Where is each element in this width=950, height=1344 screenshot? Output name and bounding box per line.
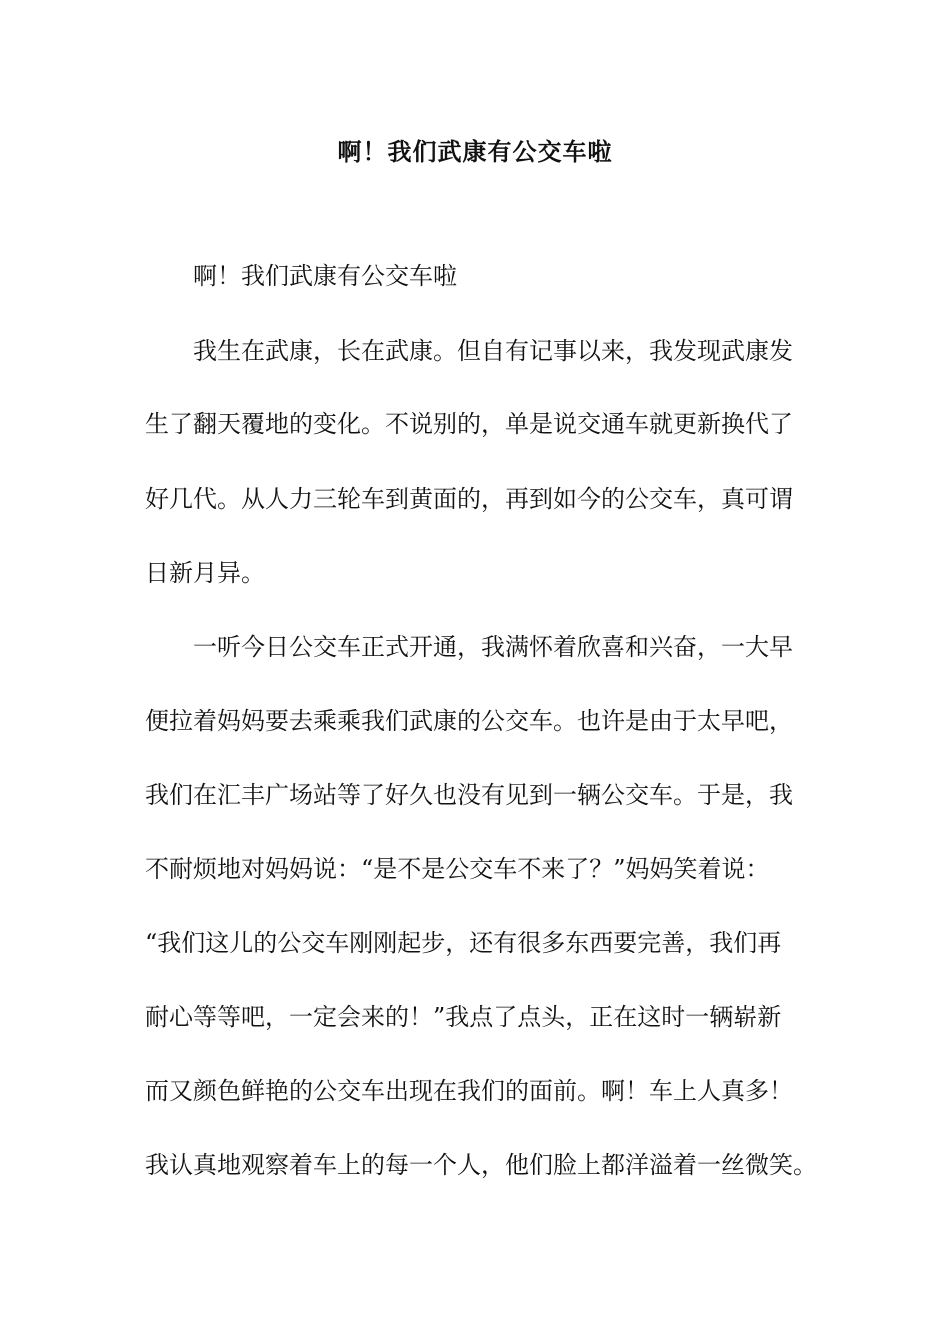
document-title: 啊！我们武康有公交车啦: [337, 137, 613, 166]
paragraph-line: 耐心等等吧，一定会来的！”我点了点头，正在这时一辆崭新: [145, 1003, 782, 1031]
paragraph-line: 生了翻天覆地的变化。不说别的，单是说交通车就更新换代了: [145, 410, 793, 438]
paragraph-line: 我认真地观察着车上的每一个人，他们脸上都洋溢着一丝微笑。: [145, 1151, 817, 1179]
paragraph-line: 好几代。从人力三轮车到黄面的，再到如今的公交车，真可谓: [145, 485, 793, 513]
paragraph-line: 便拉着妈妈要去乘乘我们武康的公交车。也许是由于太早吧，: [145, 707, 793, 735]
paragraph-line: 我们在汇丰广场站等了好久也没有见到一辆公交车。于是，我: [145, 781, 793, 809]
paragraph-line: 日新月异。: [145, 559, 265, 587]
paragraph-line: 我生在武康，长在武康。但自有记事以来，我发现武康发: [193, 337, 793, 365]
paragraph-line: 不耐烦地对妈妈说：“是不是公交车不来了？”妈妈笑着说：: [145, 855, 770, 883]
paragraph-line: “我们这儿的公交车刚刚起步，还有很多东西要完善，我们再: [145, 929, 782, 957]
paragraph-line: 啊！我们武康有公交车啦: [193, 262, 457, 290]
paragraph-line: 一听今日公交车正式开通，我满怀着欣喜和兴奋，一大早: [193, 633, 793, 661]
paragraph-line: 而又颜色鲜艳的公交车出现在我们的面前。啊！车上人真多！: [145, 1077, 793, 1105]
